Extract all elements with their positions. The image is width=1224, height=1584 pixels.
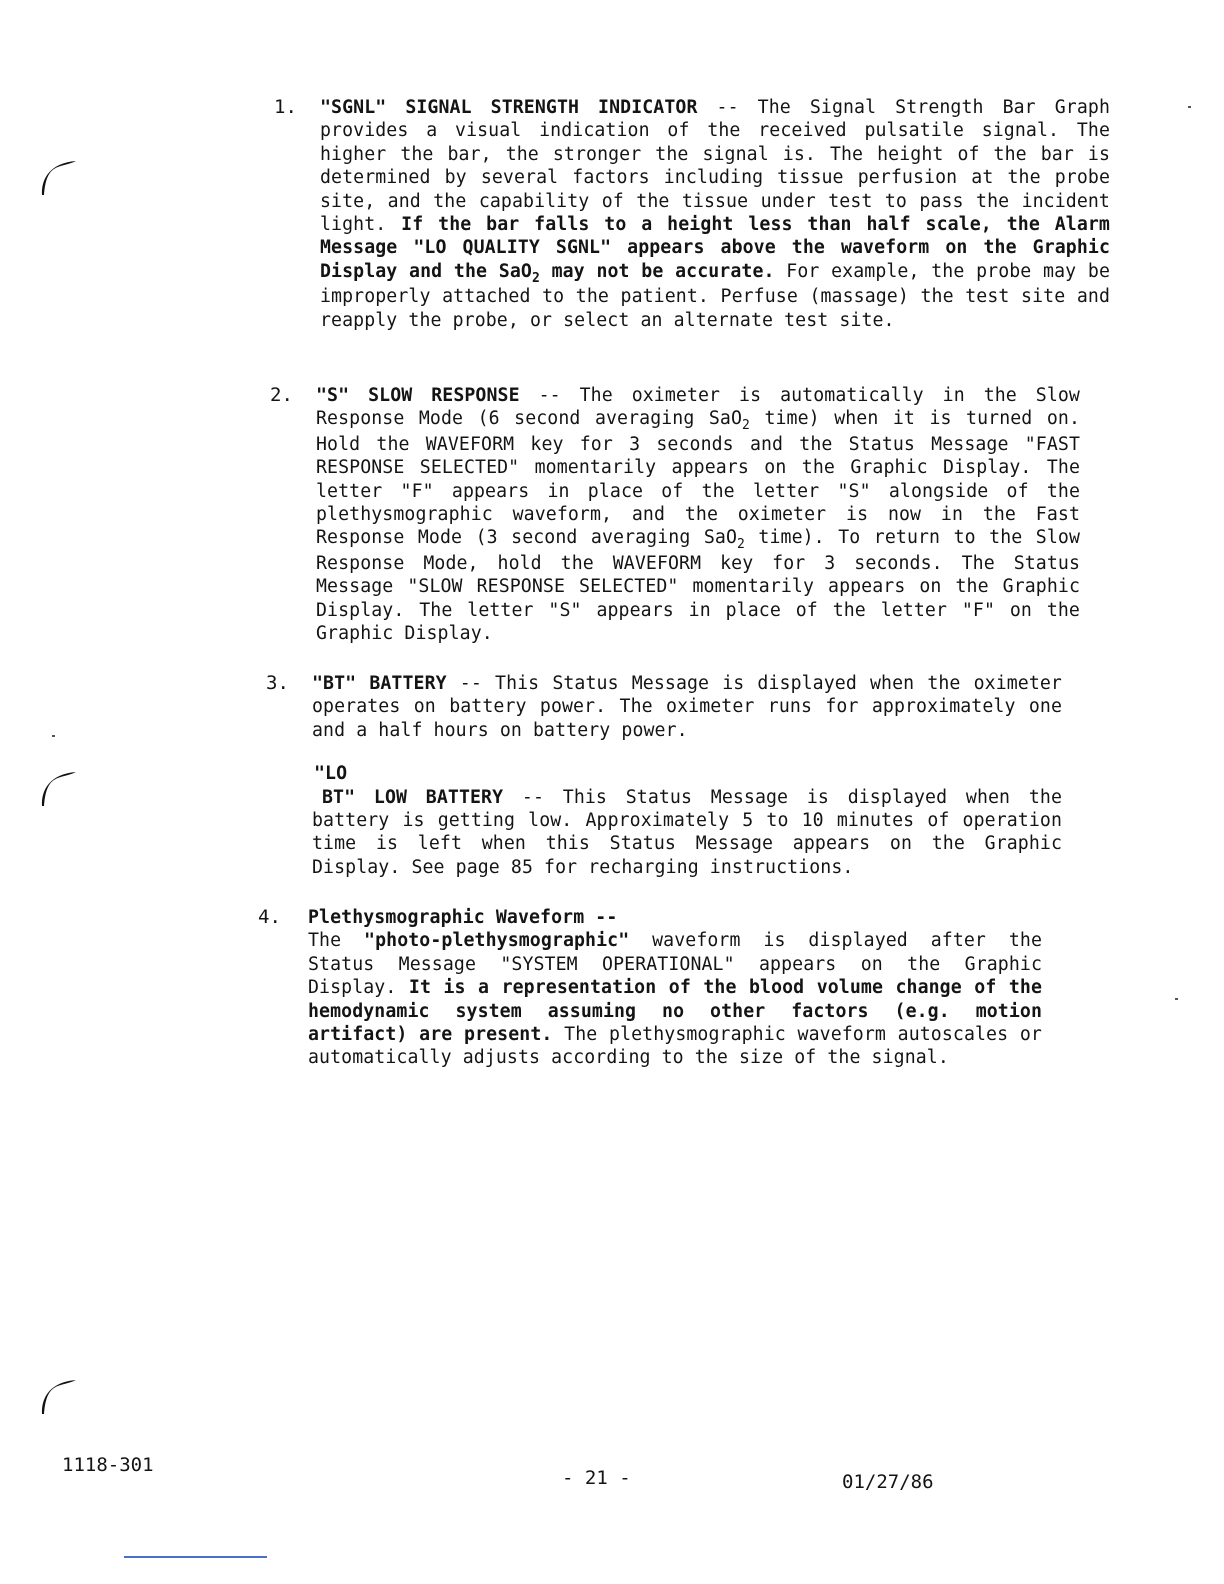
item-number: 2. <box>270 384 293 406</box>
sub-heading-line-2: BT" LOW BATTERY <box>322 786 504 808</box>
document-number: 1118-301 <box>62 1454 154 1476</box>
sub-entry-low-battery <box>312 762 1062 879</box>
item-text: The Signal Strength Bar Graph provides a visual indication of the received pulsatile signal. The higher the bar, the stronger the signal is. The height of the bar is determined by several factors including tissue perfusion at the probe site, and the capability of the tissue under test to pass the incident light. <box>320 97 1111 236</box>
item-heading: "BT" BATTERY <box>312 673 447 694</box>
list-item-1 <box>274 96 1111 332</box>
item-paragraph: "BT" BATTERY -- This Status Message is displayed when the oximeter operates on battery power. The oximeter runs for approximately one and a half hours on battery power. <box>312 673 1062 741</box>
item-text: This Status Message is displayed when the oximeter operates on battery power. The oximeter runs for approximately one and a half hours on battery power. <box>312 673 1062 741</box>
scan-speck <box>1175 998 1178 1000</box>
item-heading: "S" SLOW RESPONSE <box>316 385 520 406</box>
item-text: The plethysmographic waveform autoscales or automatically adjusts according to the size of the signal. <box>308 1024 1042 1069</box>
item-number: 4. <box>258 906 281 928</box>
item-text: waveform is displayed after the Status Message "SYSTEM OPERATIONAL" appears on the Graphic Display. <box>308 930 1043 999</box>
item-paragraph: "SGNL" SIGNAL STRENGTH INDICATOR -- The Signal Strength Bar Graph provides a visual indication of the received pulsatile signal. The higher the bar, the stronger the signal is. The height of the bar is determined by several factors including tissue perfusion at the probe site, and the capability of the tissue under test to pass the incident light. If the bar falls to a height less than half scale, the Alarm Message "LO QUALITY SGNL" appears above the waveform on the Graphic Display and the SaO$_2$ may not be accurate. For example, the probe may be improperly attached to the patient. Perfuse (massage) the test site and reapply the probe, or select an alternate test site. <box>320 97 1111 331</box>
item-paragraph: "S" SLOW RESPONSE -- The oximeter is automatically in the Slow Response Mode (6 second averaging SaO$_2$ time) when it is turned on. Hold the WAVEFORM key for 3 seconds and the Status Message "FAST RESPONSE SELECTED" momentarily appears on the Graphic Display. The letter "F" appears in place of the letter "S" alongside of the plethysmographic waveform, and the oximeter is now in the Fast Response Mode (3 second averaging SaO$_2$ time). To return to the Slow Response Mode, hold the WAVEFORM key for 3 seconds. The Status Message "SLOW RESPONSE SELECTED" momentarily appears on the Graphic Display. The letter "S" appears in place of the letter "F" on the Graphic Display. <box>316 385 1080 645</box>
item-bold-text: may not be accurate. <box>539 260 775 282</box>
sub-heading-line-1: "LO <box>314 763 348 785</box>
scan-speck <box>1188 106 1191 108</box>
page-number: - 21 - <box>562 1467 631 1489</box>
subscript: 2 <box>737 537 745 553</box>
item-text: The oximeter is automatically in the Slow Response Mode (6 second averaging SaO <box>316 385 1080 430</box>
list-item-4: 4. Plethysmographic Waveform -- The "photo-plethysmographic" waveform is displayed after the Status Message "SYSTEM OPERATIONAL" appears on the Graphic Display. It is a representation of the blood volume change of the hemodynamic system assuming no other factors (e.g. motion artifact) are present. The plethysmographic waveform autoscales or automatically adjusts according to the size of the signal. <box>258 906 1043 1069</box>
binder-hole-mark-icon <box>38 155 78 195</box>
item-text: time) when it is turned on. Hold the WAVEFORM key for 3 seconds and the Status Message "FAST RESPONSE SELECTED" momentarily appears on the Graphic Display. The letter "F" appears in place of the letter "S" alongside of the plethysmographic waveform, and the oximeter is now in the Fast Response Mode (3 second averaging SaO <box>316 408 1080 549</box>
document-date: 01/27/86 <box>842 1471 934 1493</box>
item-number: 3. <box>266 672 289 694</box>
item-heading: "SGNL" SIGNAL STRENGTH INDICATOR <box>320 97 698 118</box>
subscript: 2 <box>531 270 540 286</box>
item-heading: Plethysmographic Waveform <box>308 907 585 928</box>
scan-speck <box>52 735 55 737</box>
subscript: 2 <box>742 418 750 434</box>
item-text: This Status Message is displayed when the battery is getting low. Approximately 5 to 10 minutes of operation time is left when this Status Message appears on the Graphic Display. See page 85 for recharging instructions. <box>312 786 1063 878</box>
item-paragraph: BT" LOW BATTERY -- This Status Message is displayed when the battery is getting low. Approximately 5 to 10 minutes of operation time is left when this Status Message appears on the Graphic Display. See page 85 for recharging instructions. <box>312 786 1063 878</box>
item-text: The <box>308 930 365 952</box>
item-bold-text: "photo-plethysmographic" <box>364 930 630 952</box>
list-item-3 <box>266 672 1063 879</box>
item-number: 1. <box>274 96 297 118</box>
list-item-2 <box>270 384 1080 645</box>
item-bold-text: It is a representation of the blood volume change of the hemodynamic system assuming no other factors (e.g. motion artifact) are present. <box>308 977 1042 1046</box>
binder-hole-mark-icon <box>38 1374 78 1414</box>
item-text: For example, the probe may be improperly attached to the patient. Perfuse (massage) the test site and reapply the probe, or select an alternate test site. <box>320 260 1111 331</box>
item-paragraph <box>308 929 1042 1069</box>
item-text: time). To return to the Slow Response Mode, hold the WAVEFORM key for 3 seconds. The Status Message "SLOW RESPONSE SELECTED" momentarily appears on the Graphic Display. The letter "S" appears in place of the letter "F" on the Graphic Display. <box>316 527 1080 645</box>
footer-rule <box>124 1556 267 1558</box>
binder-hole-mark-icon <box>38 766 78 806</box>
item-bold-text: If the bar falls to a height less than half scale, the Alarm Message "LO QUALITY SGNL" appears above the waveform on the Graphic Display and the SaO <box>320 214 1110 282</box>
